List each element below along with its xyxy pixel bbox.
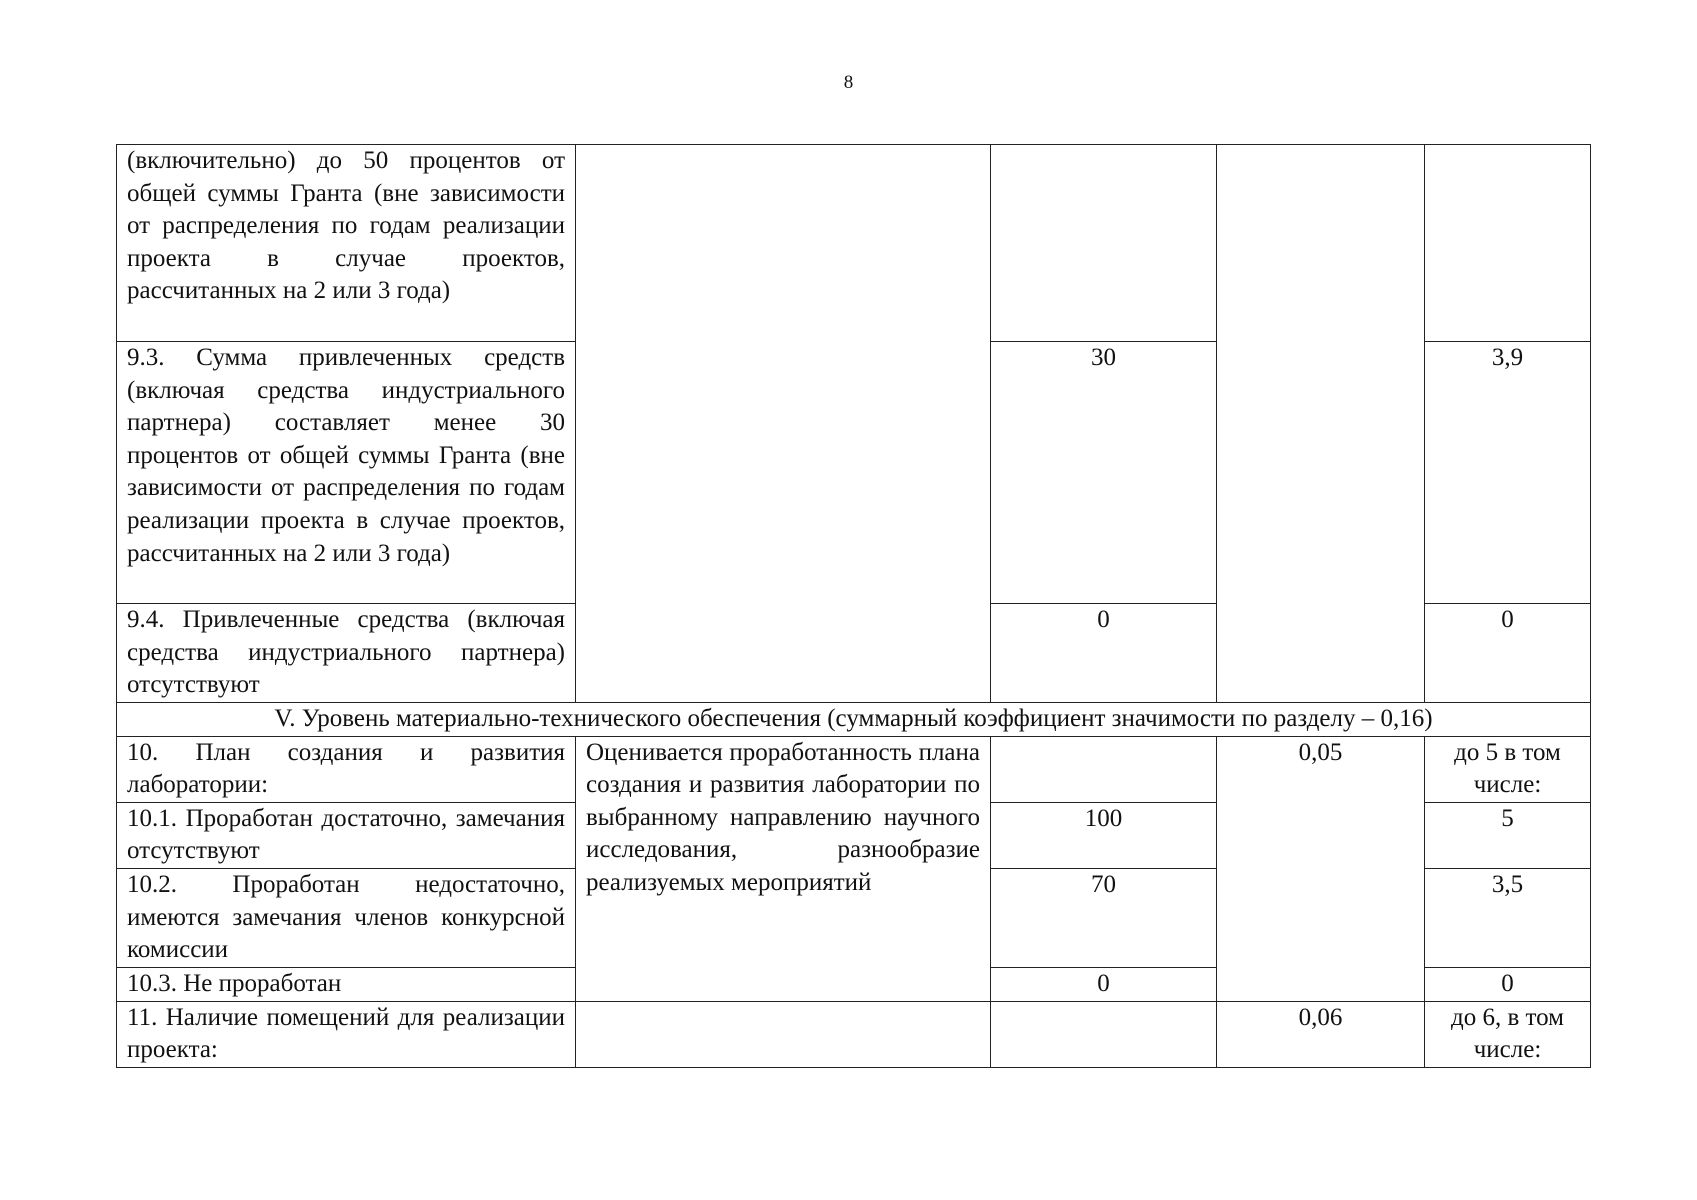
- criterion-cell: 10.2. Проработан недостаточно, имеются замечания членов конкурсной комиссии: [117, 868, 576, 967]
- score-cell: [1425, 145, 1591, 342]
- criterion-cell: (включительно) до 50 процентов от общей суммы Гранта (вне зависимости от распределения по годам реализации проекта в случае проектов, рассчитанных на 2 или 3 года): [117, 145, 576, 342]
- score-cell: 0: [1425, 604, 1591, 703]
- coefficient-cell: [1217, 145, 1425, 703]
- page-number: 8: [843, 72, 854, 93]
- points-cell: 100: [991, 802, 1217, 868]
- description-cell: Оценивается проработанность плана создания и развития лаборатории по выбранному направлению научного исследования, разнообразие реализуемых мероприятий: [576, 736, 991, 1001]
- criterion-cell: 10. План создания и развития лаборатории:: [117, 736, 576, 802]
- score-cell: до 6, в том числе:: [1425, 1001, 1591, 1067]
- points-cell: 30: [991, 342, 1217, 604]
- score-cell: 3,5: [1425, 868, 1591, 967]
- score-cell: до 5 в том числе:: [1425, 736, 1591, 802]
- table-row: [117, 736, 1591, 802]
- coefficient-cell: 0,05: [1217, 736, 1425, 1001]
- coefficient-cell: 0,06: [1217, 1001, 1425, 1067]
- points-cell: [991, 736, 1217, 802]
- table-row: [117, 1001, 1591, 1067]
- score-cell: 3,9: [1425, 342, 1591, 604]
- criteria-table: [116, 144, 1591, 1068]
- criterion-cell: 9.3. Сумма привлеченных средств (включая средства индустриального партнера) составляет менее 30 процентов от общей суммы Гранта (вне зависимости от распределения по годам реализации проекта в случае проектов, рассчитанных на 2 или 3 года): [117, 342, 576, 604]
- criterion-cell: 9.4. Привлеченные средства (включая средства индустриального партнера) отсутствуют: [117, 604, 576, 703]
- score-cell: 5: [1425, 802, 1591, 868]
- points-cell: [991, 145, 1217, 342]
- points-cell: 0: [991, 967, 1217, 1001]
- points-cell: 70: [991, 868, 1217, 967]
- criterion-cell: 11. Наличие помещений для реализации проекта:: [117, 1001, 576, 1067]
- section-row: [117, 703, 1591, 737]
- description-cell: [576, 145, 991, 703]
- description-cell: [576, 1001, 991, 1067]
- points-cell: [991, 1001, 1217, 1067]
- points-cell: 0: [991, 604, 1217, 703]
- criterion-cell: 10.1. Проработан достаточно, замечания отсутствуют: [117, 802, 576, 868]
- criterion-cell: 10.3. Не проработан: [117, 967, 576, 1001]
- score-cell: 0: [1425, 967, 1591, 1001]
- table-row: [117, 145, 1591, 342]
- section-title: V. Уровень материально-технического обеспечения (суммарный коэффициент значимости по разделу – 0,16): [117, 703, 1591, 737]
